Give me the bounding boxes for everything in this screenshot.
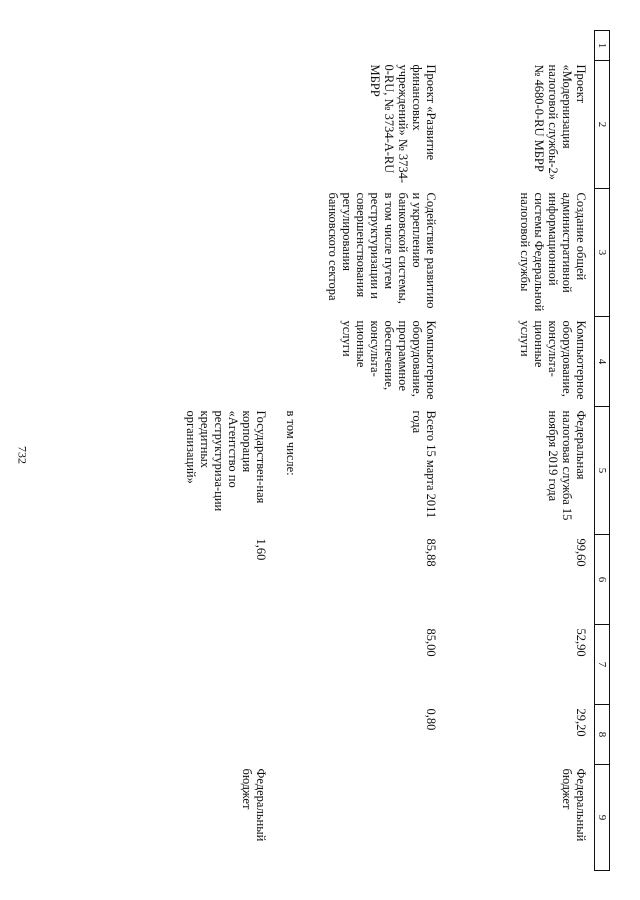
procurement-cell: Компьютерное оборудование, консульта-ционные услуги	[518, 320, 588, 400]
amount-cofinance-cell	[155, 705, 275, 765]
project-goal-cell	[275, 189, 305, 317]
project-name-cell: Проект «Модернизация налоговой службы-2» № 4680-0-RU МБРР	[532, 64, 588, 181]
table-row	[445, 31, 595, 871]
table-row	[275, 31, 305, 871]
column-number-row	[595, 31, 610, 871]
executor-cell: Федеральная налоговая служба 15 ноября 2019 года	[546, 410, 588, 521]
column-number: 8	[595, 705, 610, 765]
project-name-cell	[155, 61, 275, 189]
project-goal-cell: Создание общей административной информационной системы Федеральной налоговой службы	[518, 192, 588, 312]
amount-total-cell	[275, 535, 305, 625]
procurement-cell: Компьютерное оборудование, программное обеспечение, консульта-ционные услуги	[340, 320, 439, 400]
funding-source-cell: Федеральный бюджет	[240, 768, 269, 842]
project-name-cell	[275, 61, 305, 189]
amount-loan-cell	[275, 625, 305, 705]
funding-source-cell: Федеральный бюджет	[560, 768, 588, 842]
table-row	[155, 31, 275, 871]
amount-cofinance-cell: 29,20	[574, 708, 588, 737]
column-number: 7	[595, 625, 610, 705]
row-index-cell	[275, 31, 305, 61]
column-number: 6	[595, 535, 610, 625]
rotated-page	[30, 30, 610, 870]
amount-loan-cell	[155, 625, 275, 705]
amount-cofinance-cell	[275, 705, 305, 765]
column-number: 3	[595, 189, 610, 317]
amount-loan-cell: 85,00	[424, 628, 439, 657]
procurement-cell	[155, 317, 275, 407]
column-number: 4	[595, 317, 610, 407]
project-goal-cell	[155, 189, 275, 317]
table-row	[305, 31, 445, 871]
project-goal-cell: Содействие развитию и укреплению банковской системы, в том числе путем реструктуризации и совершенствования регулирования банковского сектора	[326, 192, 439, 309]
amount-total-cell: 85,88	[424, 538, 439, 567]
funding-source-cell	[275, 765, 305, 871]
project-name-cell: Проект «Развитие финансовых учреждений» № 3734-0-RU, № 3734-A-RU МБРР	[368, 64, 439, 184]
row-index-cell	[445, 31, 595, 61]
funding-source-cell	[305, 765, 445, 871]
amount-loan-cell: 52,90	[574, 628, 588, 657]
amount-total-cell: 1,60	[254, 538, 269, 561]
page-number: 732	[15, 446, 30, 464]
row-index-cell	[155, 31, 275, 61]
executor-cell: Государствен-ная корпорация «Агентство по реструктуриза-ции кредитных организаций»	[184, 410, 269, 512]
executor-cell: в том числе:	[284, 410, 299, 476]
procurement-cell	[275, 317, 305, 407]
executor-cell: Всего 15 марта 2011 года	[410, 410, 439, 519]
amount-total-cell: 99,60	[574, 538, 588, 567]
column-number: 2	[595, 61, 610, 189]
column-number: 9	[595, 765, 610, 871]
amount-cofinance-cell: 0,80	[424, 708, 439, 731]
column-number: 5	[595, 407, 610, 535]
column-number: 1	[595, 31, 610, 61]
row-index-cell	[305, 31, 445, 61]
budget-table	[155, 30, 611, 871]
